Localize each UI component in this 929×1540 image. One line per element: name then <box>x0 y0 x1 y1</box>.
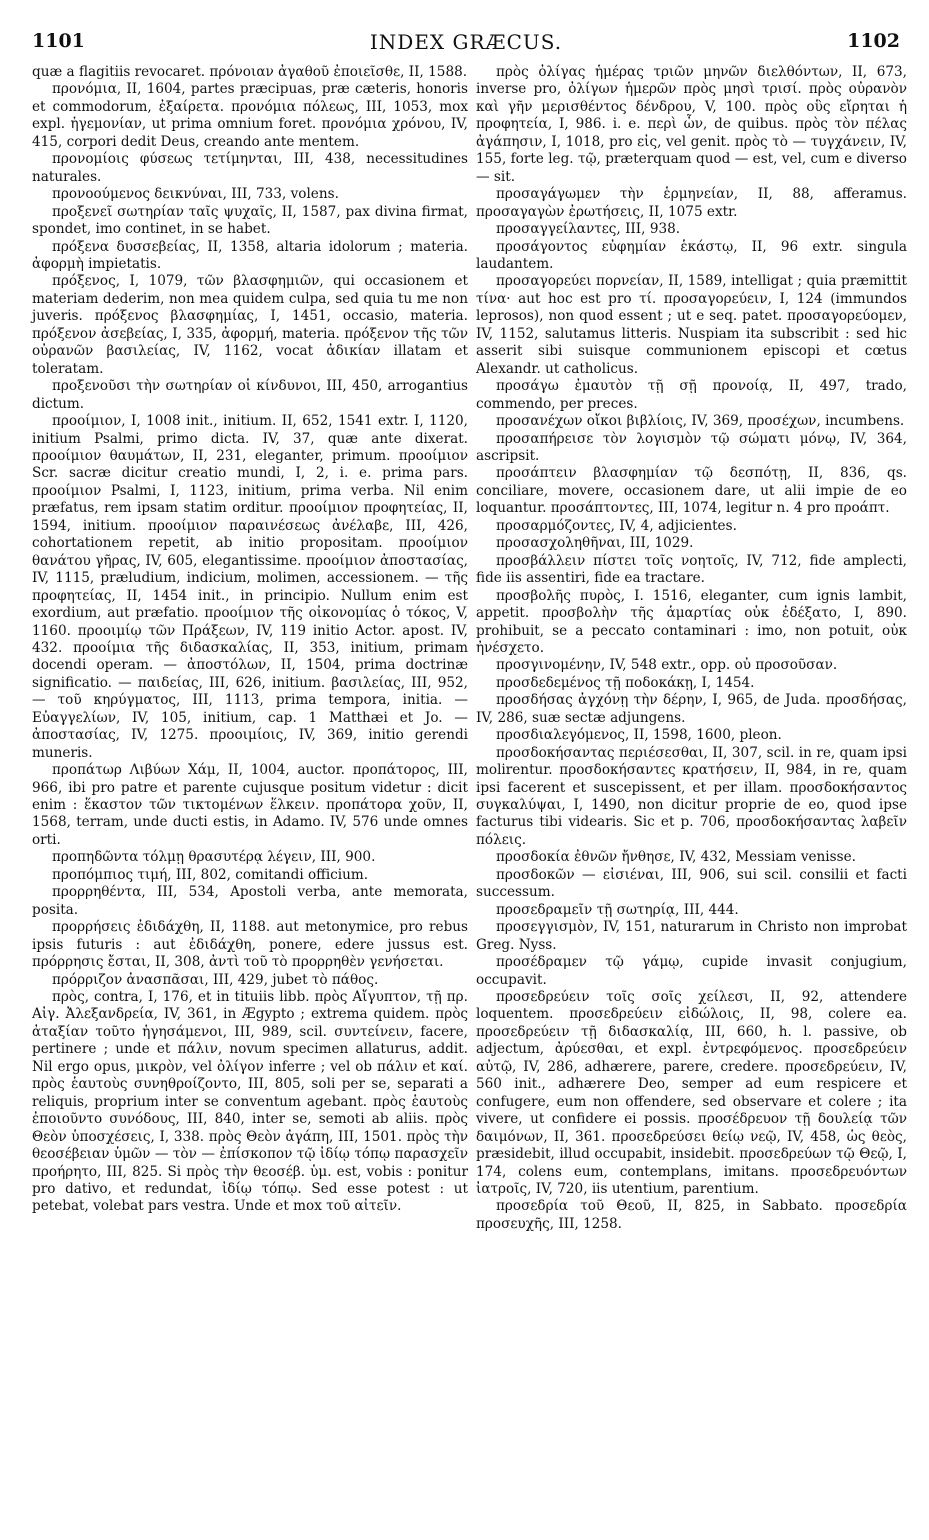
index-entry: προσάγω ἐμαυτὸν τῇ σῇ προνοίᾳ, II, 497, trado, commendo, per preces. <box>476 378 907 412</box>
index-entry: προσαρμόζοντες, IV, 4, adjicientes. <box>496 517 737 534</box>
index-entry: προσδιαλεγόμενος, II, 1598, 1600, pleon. <box>496 727 782 744</box>
running-title: INDEX GRÆCUS. <box>369 30 563 54</box>
index-entry: προσαγάγωμεν τὴν ἑρμηνείαν, II, 88, afferamus. προσαγαγὼν ἐρωτήσεις, II, 1075 extr. <box>476 186 907 220</box>
index-entry: προνοούμενος δεικνύναι, III, 733, volens. <box>52 186 339 203</box>
index-entry: προνομίοις φύσεως τετίμηνται, III, 438, necessitudines naturales. <box>32 151 468 185</box>
index-entry: πρόρριζον ἀνασπᾶσαι, III, 429, jubet τὸ πάθος. <box>52 971 379 988</box>
index-entry: προξενεῖ σωτηρίαν ταῖς ψυχαῖς, II, 1587, pax divina firmat, spondet, imo continet, in se habet. <box>32 203 468 238</box>
index-entry: προρρήσεις ἐδιδάχθη, II, 1188. aut metonymice, pro rebus ipsis futuris : aut ἐδιδάχθη, ponere, edere jussus est. πρόρρησις ἔσται, II, 308, ἀντὶ τοῦ τὸ προρρηθὲν γενήσεται. <box>32 919 468 971</box>
index-entry: πρὸς ὀλίγας ἡμέρας τριῶν μηνῶν διελθόντων, II, 673, inverse pro, ὀλίγων ἡμερῶν πρὸς μησὶ τρισί. πρὸς οὐρανὸν καὶ γῆν μερισθέντος δένδρου, V, 100. πρὸς οὓς εἴρηται ἡ προφητεία, I, 986. i. e. περὶ ὧν, de quibus. πρὸς τὸν πέλας ἀγάπησιν, I, 1018, pro εἰς, vel genit. πρὸς τὸ — τυγχάνειν, IV, 155, forte leg. τῷ, præterquam quod — est, vel, cum e diverso — sit. <box>476 64 907 185</box>
index-entry: πρόξενα δυσσεβείας, II, 1358, altaria idolorum ; materia. ἀφορμὴ impietatis. <box>32 238 468 272</box>
index-entry: προσαγορεύει πορνείαν, II, 1589, intelligat ; quia præmittit τίνα· aut hoc est pro τί. προσαγορεύειν, I, 124 (immundos leprosos), non quod essent ; ut e seq. patet. προσαγορεύομεν, IV, 1152, salutamus litteris. Nuspiam ita subscribit : sed hic asserit sibi suisque communionem episcopi et cœtus Alexandr. ut catholicus. <box>476 273 907 377</box>
index-entry: προσγινομένην, IV, 548 extr., opp. οὐ προσοῦσαν. <box>496 657 838 674</box>
index-entry: προρρηθέντα, III, 534, Apostoli verba, ante memorata, posita. <box>32 884 468 918</box>
page-number-right: 1102 <box>847 30 900 52</box>
index-entry: πρὸς, contra, I, 176, et in tituiis libb. πρὸς Αἴγυπτον, τῇ πρ. Αἰγ. Ἀλεξανδρεία, IV, 361, in Ægypto ; extrema quidem. πρὸς ἀταξίαν τοῦτο ἡγησάμενοι, III, 989, scil. συντείνειν, facere, pertinere ; unde et πάλιν, novum specimen allaturus, addit. Nil ergo opus, μικρὸν, vel ὀλίγον inferre ; vel ob πάλιν et καί. πρὸς ἑαυτοὺς συνηθροίζοντο, III, 805, soli per se, separati a reliquis, proprium inter se conventum agebant. πρὸς ἑαυτοὺς ἐποιοῦντο συνόδους, III, 840, inter se, semoti ab aliis. πρὸς Θεὸν ὑποσχέσεις, I, 338. πρὸς Θεὸν ἀγάπη, III, 1501. πρὸς τὴν θεοσέβειαν ὑμῶν — τὸν — ἐπίσκοπον τῷ ἰδίῳ τόπῳ παρασχεῖν προήρητο, III, 825. Si πρὸς τὴν θεοσέβ. ὑμ. est, vobis : ponitur pro dativo, et redundat, ἰδίῳ τόπῳ. Sed esse potest : ut petebat, volebat pars vestra. Unde et mox τοῦ αἰτεῖν. <box>32 989 468 1215</box>
index-entry: προσεδρεύειν τοῖς σοῖς χείλεσι, II, 92, attendere loquentem. προσεδρεύειν εἰδώλοις, II, 98, colere ea. προσεδρεύειν τῇ διδασκαλίᾳ, III, 660, h. l. passive, ob adjectum, ἀρύεσθαι, et expl. ἐντρεφόμενος. προσεδρεύειν αὐτῷ, IV, 286, adhærere, parere, credere. προσεδρεύειν, IV, 560 init., adhærere Deo, semper ad eum respicere et confugere, eum non offendere, sed observare et colere ; ita vivere, ut confidere ei possis. προσέδρευον τῇ δουλείᾳ τῶν δαιμόνων, II, 361. προσεδρεύσει θείῳ νεῷ, IV, 458, ὡς θεὸς, præsidebit, illud occupabit, insidebit. προσεδρεύων τῷ Θεῷ, I, 174, colens eum, contemplans, imitans. προσεδρευόντων ἰατροῖς, IV, 720, iis utentium, parentium. <box>476 989 907 1197</box>
index-entry: προσάπτειν βλασφημίαν τῷ δεσπότῃ, II, 836, qs. conciliare, movere, occasionem dare, ut alii impie de eo loquantur. προσάπτοντες, III, 1074, legitur n. 4 pro προάπτ. <box>476 465 907 517</box>
right-column <box>476 64 907 1233</box>
index-entry: προοίμιον, I, 1008 init., initium. II, 652, 1541 extr. I, 1120, initium Psalmi, primo dicta. IV, 37, quæ ante dixerat. προοίμιον θαυμάτων, II, 231, eleganter, primum. προοίμιον Scr. sacræ dicitur creatio mundi, I, 2, i. e. prima pars. προοίμιον Psalmi, I, 1123, initium, prima verba. Nil enim præfatus, rem ipsam statim orditur. προοίμιον προφητείας, II, 1594, initium. προοίμιον παραινέσεως ἀνέλαβε, III, 426, cohortationem repetit, ab initio propositam. προοίμιον θανάτου γῆρας, IV, 605, elegantissime. προοίμιον ἀποστασίας, IV, 1115, præludium, indicium, molimen, accessionem. — τῆς προφητείας, II, 1454 init., in principio. Nullum enim est exordium, aut præfatio. προοίμιον τῆς οἰκονομίας ὁ τόκος, V, 1160. προοιμίῳ τῶν Πράξεων, IV, 119 initio Actor. apost. IV, 432. προοίμια τῆς διδασκαλίας, II, 353, initium, primam docendi operam. — ἀποστόλων, II, 1504, prima doctrinæ significatio. — παιδείας, III, 626, initium. βασιλείας, III, 952, — τοῦ κηρύγματος, III, 1113, prima tempora, initia. — Εὐαγγελίων, IV, 105, initium, cap. 1 Matthæi et Jo. — ἀποστασίας, IV, 1275. προοιμίοις, IV, 369, initio gerendi muneris. <box>32 413 468 761</box>
index-entry: προπηδῶντα τόλμῃ θρασυτέρᾳ λέγειν, III, 900. <box>52 849 376 866</box>
index-entry: προξενοῦσι τὴν σωτηρίαν οἱ κίνδυνοι, III, 450, arrogantius dictum. <box>32 378 468 412</box>
index-entry: προσαπήρεισε τὸν λογισμὸν τῷ σώματι μόνῳ, IV, 364, ascripsit. <box>476 430 907 464</box>
index-entry: προπόμπιος τιμή, III, 802, comitandi officium. <box>52 866 369 883</box>
index-entry: προσβάλλειν πίστει τοῖς νοητοῖς, IV, 712, fide amplecti, fide iis assentiri, fide ea tractare. <box>476 552 907 587</box>
index-entry: προσασχοληθῆναι, III, 1029. <box>496 535 694 552</box>
index-entry: προνόμια, II, 1604, partes præcipuas, præ cæteris, honoris et commodorum, ἐξαίρετα. προνόμια πόλεως, III, 1053, mox expl. ἡγεμονίαν, ut prima omnium foret. προνόμια χρόνου, IV, 415, corpori dedit Deus, creando ante mentem. <box>32 81 468 150</box>
index-entry: πρόξενος, I, 1079, τῶν βλασφημιῶν, qui occasionem et materiam dederim, non mea quidem culpa, sed quia tu me non juveris. πρόξενος βλασφημίας, I, 1451, occasio, materia. πρόξενον ἀσεβείας, I, 335, ἀφορμή, materia. πρόξενον τῆς τῶν οὐρανῶν βασιλείας, IV, 1162, vocat ἀδικίαν illatam et toleratam. <box>32 273 468 377</box>
index-entry: quæ a flagitiis revocaret. πρόνοιαν ἀγαθοῦ ἐποιεῖσθε, II, 1588. <box>32 64 468 80</box>
index-entry: προσανέχων οἴκοι βιβλίοις, IV, 369, προσέχων, incumbens. <box>496 413 905 430</box>
index-entry: προσαγγείλαντες, III, 938. <box>496 221 681 238</box>
index-entry: προσβολῆς πυρὸς, I. 1516, eleganter, cum ignis lambit, appetit. προσβολὴν τῆς ἁμαρτίας οὐκ ἐδέξατο, I, 890. prohibuit, se a peccato contaminari : imo, non potuit, οὐκ ἠνέσχετο. <box>476 587 907 656</box>
index-entry: προσεδραμεῖν τῇ σωτηρίᾳ, III, 444. <box>496 901 739 918</box>
index-entry: προσεδρία τοῦ Θεοῦ, II, 825, in Sabbato. προσεδρία προσευχῆς, III, 1258. <box>476 1198 907 1232</box>
index-entry: προσεγγισμὸν, IV, 151, naturarum in Christo non improbat Greg. Nyss. <box>476 919 907 953</box>
page-header <box>32 30 900 60</box>
index-entry: προσδήσας ἀγχόνῃ τὴν δέρην, I, 965, de Juda. προσδήσας, IV, 286, suæ sectæ adjungens. <box>476 692 907 726</box>
index-entry: προσδοκῶν — εἰσιέναι, III, 906, sui scil. consilii et facti successum. <box>476 866 907 901</box>
index-entry: προσδοκήσαντας περιέσεσθαι, II, 307, scil. in re, quam ipsi molirentur. προσδοκήσαντες κρατήσειν, II, 984, in re, quam ipsi facerent et suscepissent, et per illam. προσδοκήσαντος συγκαλύψαι, I, 1490, non dicitur proprie de eo, quod ipse facturus tibi videaris. Sic et p. 706, προσδοκήσαντας λαβεῖν πόλεις. <box>476 744 907 848</box>
page-number-left: 1101 <box>32 30 85 52</box>
index-entry: προπάτωρ Λιβύων Χάμ, II, 1004, auctor. προπάτορος, III, 966, ibi pro patre et parente cujusque positum videtur : dicit enim : ἕκαστον τῶν τικτομένων ἕλκειν. προπάτορα χοῦν, II, 1568, terram, unde ducti estis, in Adamo. IV, 576 unde omnes orti. <box>32 762 468 848</box>
index-entry: προσέδραμεν τῷ γάμῳ, cupide invasit conjugium, occupavit. <box>476 954 907 988</box>
left-column <box>32 64 468 1216</box>
index-entry: προσάγοντος εὐφημίαν ἑκάστῳ, II, 96 extr. singula laudantem. <box>476 238 907 272</box>
index-entry: προσδεδεμένος τῇ ποδοκάκῃ, I, 1454. <box>496 674 755 691</box>
index-entry: προσδοκία ἐθνῶν ἤνθησε, IV, 432, Messiam venisse. <box>496 849 856 866</box>
